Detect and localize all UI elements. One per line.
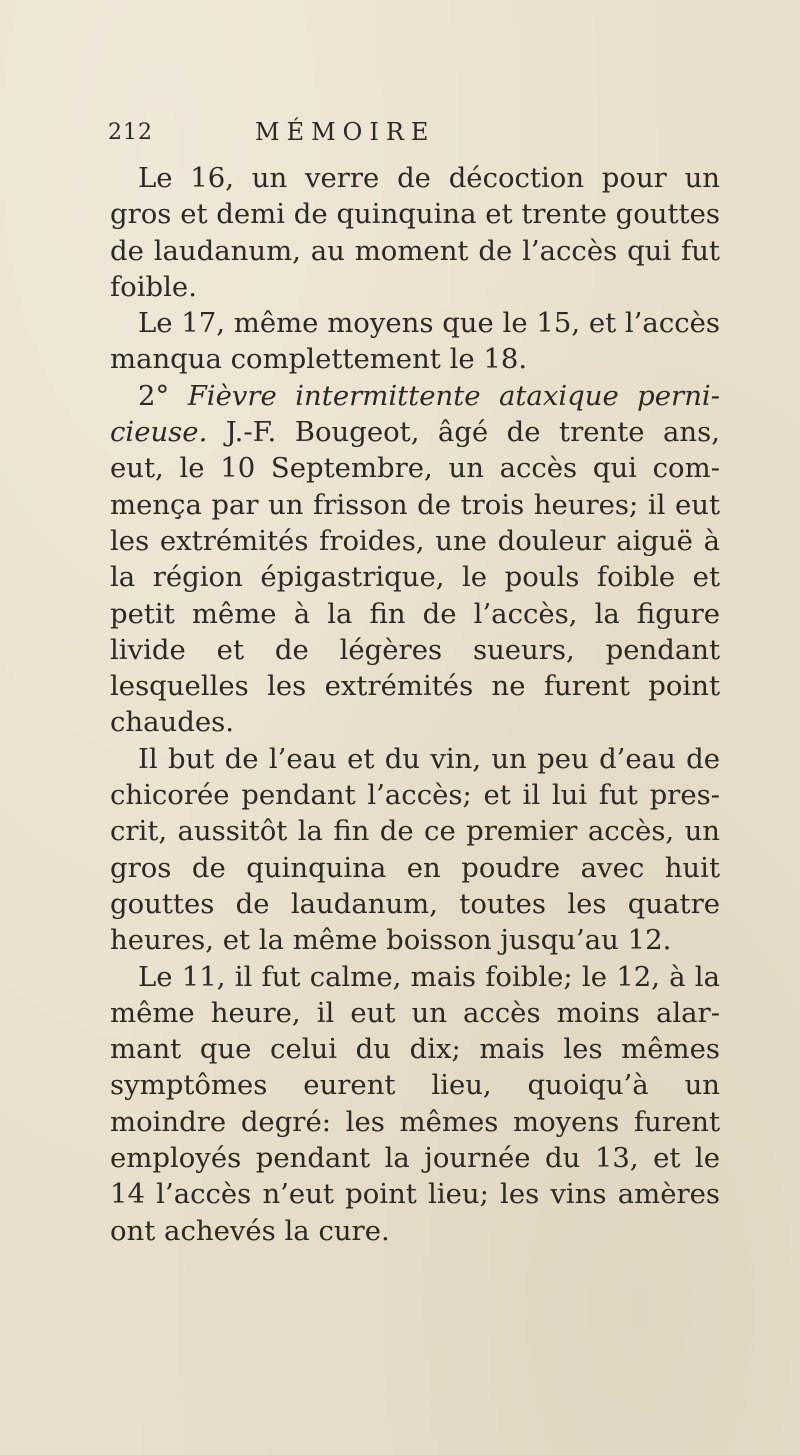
page-header (0, 112, 800, 152)
paragraph-5: Le 11, il fut calme, mais foible; le 12, à la même heure, il eut un accès moins alar-mant que celui du dix; mais les mêmes symptômes eurent lieu, quoiqu’à un moindre degré: les mêmes moyens furent employés pendant la journée du 13, et le 14 l’accès n’eut point lieu; les vins amères ont achevés la cure. (110, 960, 720, 1247)
case-number: 2° (138, 379, 170, 412)
paragraph-2: Le 17, même moyens que le 15, et l’accès manqua complettement le 18. (110, 307, 721, 376)
paragraph-1: Le 16, un verre de décoction pour un gros et demi de quinquina et trente gouttes de laudanum, au moment de l’accès qui fut foible. (110, 162, 720, 303)
page-number: 212 (108, 120, 153, 145)
running-head: MÉMOIRE (255, 118, 436, 146)
paragraph-4: Il but de l’eau et du vin, un peu d’eau de chicorée pendant l’accès; et il lui fut pres-crit, aussitôt la fin de ce premier accès, un gros de quinquina en poudre avec huit gouttes de laudanum, toutes les quatre heures, et la même boisson jusqu’au 12. (110, 742, 720, 957)
case-description: J.-F. Bougeot, âgé de trente ans, eut, le 10 Septembre, un accès qui com-mença par un frisson de trois heures; il eut les extrémités froides, une douleur aiguë à la région épigastrique, le pouls foible et petit même à la fin de l’accès, la figure livide et de légères sueurs, pendant lesquelles les extrémités ne furent point chaudes. (110, 416, 720, 739)
paragraph-3 (110, 378, 720, 741)
body-text (110, 160, 720, 1249)
case-title: Fièvre intermittente ataxique perni-cieuse. (110, 379, 720, 449)
